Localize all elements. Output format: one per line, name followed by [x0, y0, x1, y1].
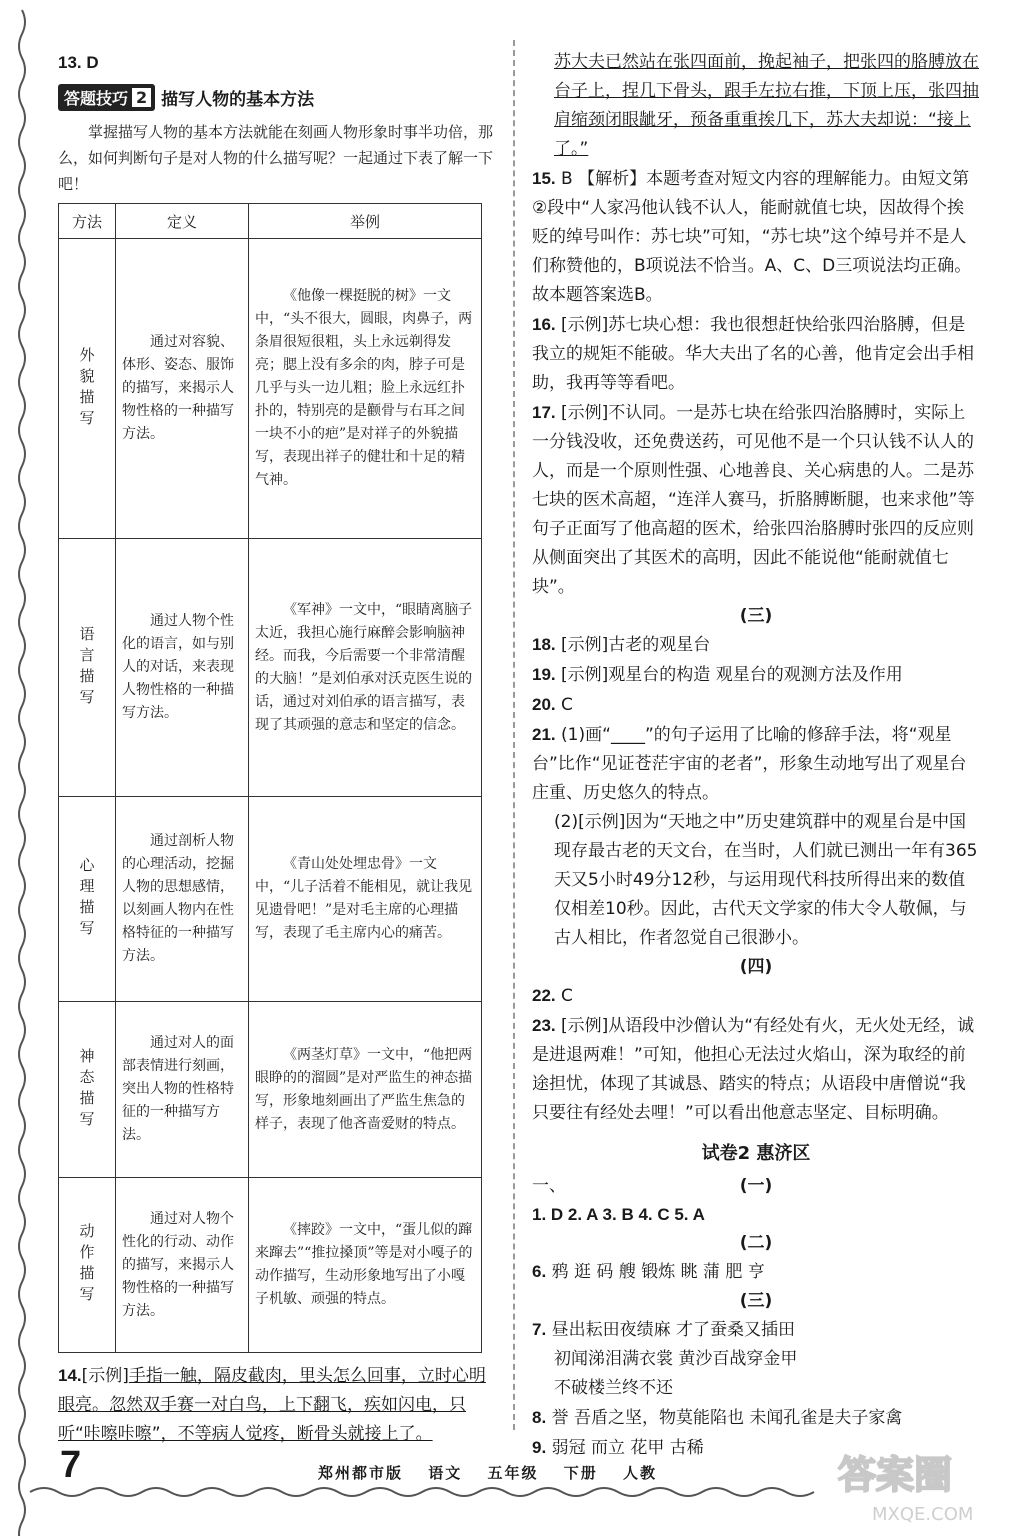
answer-19	[532, 660, 980, 690]
answer-20-text: C	[561, 695, 573, 715]
header-example: 举例	[249, 204, 482, 239]
method-definition: 通过对人物个性化的行动、动作的描写，来揭示人物性格的一种描写方法。	[116, 1178, 249, 1353]
answer-21-number: 21.	[532, 725, 556, 744]
answer-14-prefix: [示例]	[81, 1366, 129, 1386]
method-definition: 通过对容貌、体形、姿态、服饰的描写，来揭示人物性格的一种描写方法。	[116, 239, 249, 539]
answer-8-number: 8.	[532, 1408, 547, 1427]
method-definition: 通过对人的面部表情进行刻画，突出人物的性格特征的一种描写方法。	[116, 1002, 249, 1178]
answer-14-number: 14.	[58, 1366, 82, 1385]
answer-14	[58, 1361, 498, 1449]
answer-9-number: 9.	[532, 1438, 547, 1457]
answer-21-part-1	[532, 720, 980, 808]
left-column	[58, 48, 498, 1449]
answer-15-number: 15.	[532, 169, 556, 188]
answer-15-text: B 【解析】本题考查对短文内容的理解能力。由短文第②段中“人家冯他认钱不认人，能耐就值七块，因故得个挨贬的绰号叫作：苏七块”可知，“苏七块”这个绰号并不是人们称赞他的，B项说法不恰当。A、C、D三项说法均正确。故本题答案选B。	[532, 169, 972, 305]
answer-7-number: 7.	[532, 1320, 547, 1339]
footer-subject: 语文	[428, 1464, 463, 1482]
method-example: 《军神》一文中，“眼睛离脑子太近，我担心施行麻醉会影响脑神经。而我，今后需要一个非常清醒的大脑！”是刘伯承对沃克医生说的话，通过对刘伯承的语言描写，表现了其顽强的意志和坚定的信念。	[249, 539, 482, 797]
footer-info	[318, 1462, 675, 1483]
answer-22-text: C	[561, 986, 573, 1006]
method-example: 《两茎灯草》一文中，“他把两眼睁的的溜圆”是对严监生的神态描写，形象地刻画出了严监生焦急的样子，表现了他吝啬爱财的特点。	[249, 1002, 482, 1178]
answer-14-continued: 苏大夫已然站在张四面前，挽起袖子，把张四的胳膊放在台子上，捏几下骨头，跟手左拉右推，下顶上压，张四抽肩缩颈闭眼龇牙，预备重重挨几下，苏大夫却说：“接上了。”	[554, 52, 979, 159]
method-example: 《他像一棵挺脱的树》一文中，“头不很大，圆眼，肉鼻子，两条眉很短很粗，头上永远剃得发亮；腮上没有多余的肉，脖子可是几乎与头一边儿粗；脸上永远红扑扑的，特别亮的是颧骨与右耳之间一块不小的疤”是对祥子的外貌描写，表现出祥子的健壮和十足的精气神。	[249, 239, 482, 539]
tip-title: 描写人物的基本方法	[161, 90, 315, 110]
section-4-heading: (四)	[739, 957, 773, 977]
answer-20	[532, 690, 980, 720]
answer-8	[532, 1403, 980, 1433]
answer-22	[532, 981, 980, 1011]
section-2-heading: (二)	[739, 1233, 773, 1253]
table-row	[59, 1002, 482, 1178]
footer-publisher: 人教	[623, 1464, 658, 1482]
table-row	[59, 239, 482, 539]
answer-18	[532, 630, 980, 660]
method-name: 动作描写	[59, 1178, 116, 1353]
part-1-label: 一、	[532, 1176, 566, 1196]
footer-volume: 下册	[563, 1464, 598, 1482]
method-example: 《摔跤》一文中，“蛋儿似的蹿来蹿去”“推拉搡顶”等是对小嘎子的动作描写，生动形象地写出了小嘎子机敏、顽强的特点。	[249, 1178, 482, 1353]
watermark-url: MXQE.COM	[872, 1504, 974, 1525]
answer-18-text: [示例]古老的观星台	[561, 635, 711, 655]
answer-17	[532, 398, 980, 602]
right-column	[532, 48, 980, 1463]
answer-18-number: 18.	[532, 635, 556, 654]
answer-19-text: [示例]观星台的构造 观星台的观测方法及作用	[561, 665, 903, 685]
answer-19-number: 19.	[532, 665, 556, 684]
answer-7-line-3: 不破楼兰终不还	[554, 1378, 673, 1398]
method-name: 心理描写	[59, 797, 116, 1002]
table-header-row	[59, 204, 482, 239]
answer-20-number: 20.	[532, 695, 556, 714]
section-3-heading: (三)	[739, 606, 773, 626]
answer-23	[532, 1011, 980, 1128]
tip-badge-label: 答题技巧	[64, 89, 129, 108]
exam-2-title: 试卷2 惠济区	[701, 1143, 811, 1164]
answer-7-line-1: 昼出耘田夜绩麻 才了蚕桑又插田	[551, 1320, 795, 1340]
header-method: 方法	[59, 204, 116, 239]
answer-21-part-1-a: (1)画“	[561, 725, 611, 745]
answer-15	[532, 164, 980, 310]
table-row	[59, 539, 482, 797]
method-name: 语言描写	[59, 539, 116, 797]
methods-table	[58, 203, 482, 1353]
answer-6-text: 鸦 逛 码 艘 锻炼 眺 蒲 肥 亨	[551, 1262, 765, 1282]
table-row	[59, 797, 482, 1002]
method-example: 《青山处处埋忠骨》一文中，“儿子活着不能相见，就让我见见遗骨吧！”是对毛主席的心理描写，表现了毛主席内心的痛苦。	[249, 797, 482, 1002]
answer-7	[532, 1315, 980, 1345]
header-definition: 定义	[116, 204, 249, 239]
section-1-heading: (一)	[739, 1176, 773, 1196]
answer-13: 13. D	[58, 53, 99, 72]
watermark-text: 答案圈	[838, 1453, 953, 1497]
tip-badge	[58, 84, 155, 111]
answer-8-text: 誉 吾盾之坚，物莫能陷也 未闻孔雀是夫子家禽	[551, 1408, 903, 1428]
answer-23-text: [示例]从语段中沙僧认为“有经处有火，无火处无经，诚是进退两难！”可知，他担心无法过火焰山，深为取经的前途担忧，体现了其诚恳、踏实的特点；从语段中唐僧说“我只要往有经处去哩！”可以看出他意志坚定、目标明确。	[532, 1016, 975, 1123]
answer-16-number: 16.	[532, 315, 556, 334]
column-divider	[513, 40, 515, 1430]
method-definition: 通过人物个性化的语言，如与别人的对话，来表现人物性格的一种描写方法。	[116, 539, 249, 797]
tip-badge-number: 2	[132, 88, 151, 107]
answer-6-number: 6.	[532, 1262, 547, 1281]
answer-21-part-1-b: ”的句子运用了比喻的修辞手法，将“观星台”比作“见证苍茫宇宙的老者”，形象生动地写出了观星台庄重、历史悠久的特点。	[532, 725, 967, 803]
tip-intro: 掌握描写人物的基本方法就能在刻画人物形象时事半功倍，那么，如何判断句子是对人物的什么描写呢？一起通过下表了解一下吧！	[58, 123, 494, 193]
answer-21-blank: ____	[610, 725, 645, 745]
method-name: 外貌描写	[59, 239, 116, 539]
answer-21-part-2: (2)[示例]因为“天地之中”历史建筑群中的观星台是中国现存最古老的天文台，在当时，人们就已测出一年有365天又5小时49分12秒，与运用现代科技所得出来的数值仅相差10秒。因此，古代天文学家的伟大令人敬佩，与古人相比，作者忽觉自己很渺小。	[554, 812, 978, 948]
answer-16-text: [示例]苏七块心想：我也很想赶快给张四治胳膊，但是我立的规矩不能破。华大夫出了名的心善，他肯定会出手相助，我再等等看吧。	[532, 315, 974, 393]
section-3b-heading: (三)	[739, 1291, 773, 1311]
footer-grade: 五年级	[487, 1464, 539, 1482]
answer-23-number: 23.	[532, 1016, 556, 1035]
table-row	[59, 1178, 482, 1353]
watermark-logo	[832, 1440, 992, 1530]
tip-heading	[58, 84, 498, 111]
answer-17-text: [示例]不认同。一是苏七块在给张四治胳膊时，实际上一分钱没收，还免费送药，可见他不是一个只认钱不认人的人，而是一个原则性强、心地善良、关心病患的人。二是苏七块的医术高超，“连洋人赛马，折胳膊断腿，也来求他”等句子正面写了他高超的医术，给张四治胳膊时张四的反应则从侧面突出了其医术的高明，因此不能说他“能耐就值七块”。	[532, 403, 975, 597]
answer-16	[532, 310, 980, 398]
answer-14-text: 手指一触，隔皮截肉，里头怎么回事，立时心明眼亮。忽然双手赛一对白鸟，上下翻飞，疾如闪电，只听“咔嚓咔嚓”，不等病人觉疼，断骨头就接上了。	[58, 1366, 486, 1444]
page-number: 7	[60, 1444, 82, 1486]
method-definition: 通过剖析人物的心理活动，挖掘人物的思想感情，以刻画人物内在性格特征的一种描写方法。	[116, 797, 249, 1002]
footer-edition: 郑州都市版	[318, 1464, 404, 1482]
answers-1-5: 1. D 2. A 3. B 4. C 5. A	[532, 1205, 705, 1224]
answer-6	[532, 1257, 980, 1287]
answer-17-number: 17.	[532, 403, 556, 422]
method-name: 神态描写	[59, 1002, 116, 1178]
answer-9-text: 弱冠 而立 花甲 古稀	[551, 1438, 704, 1458]
answer-22-number: 22.	[532, 986, 556, 1005]
answer-7-line-2: 初闻涕泪满衣裳 黄沙百战穿金甲	[554, 1349, 798, 1369]
